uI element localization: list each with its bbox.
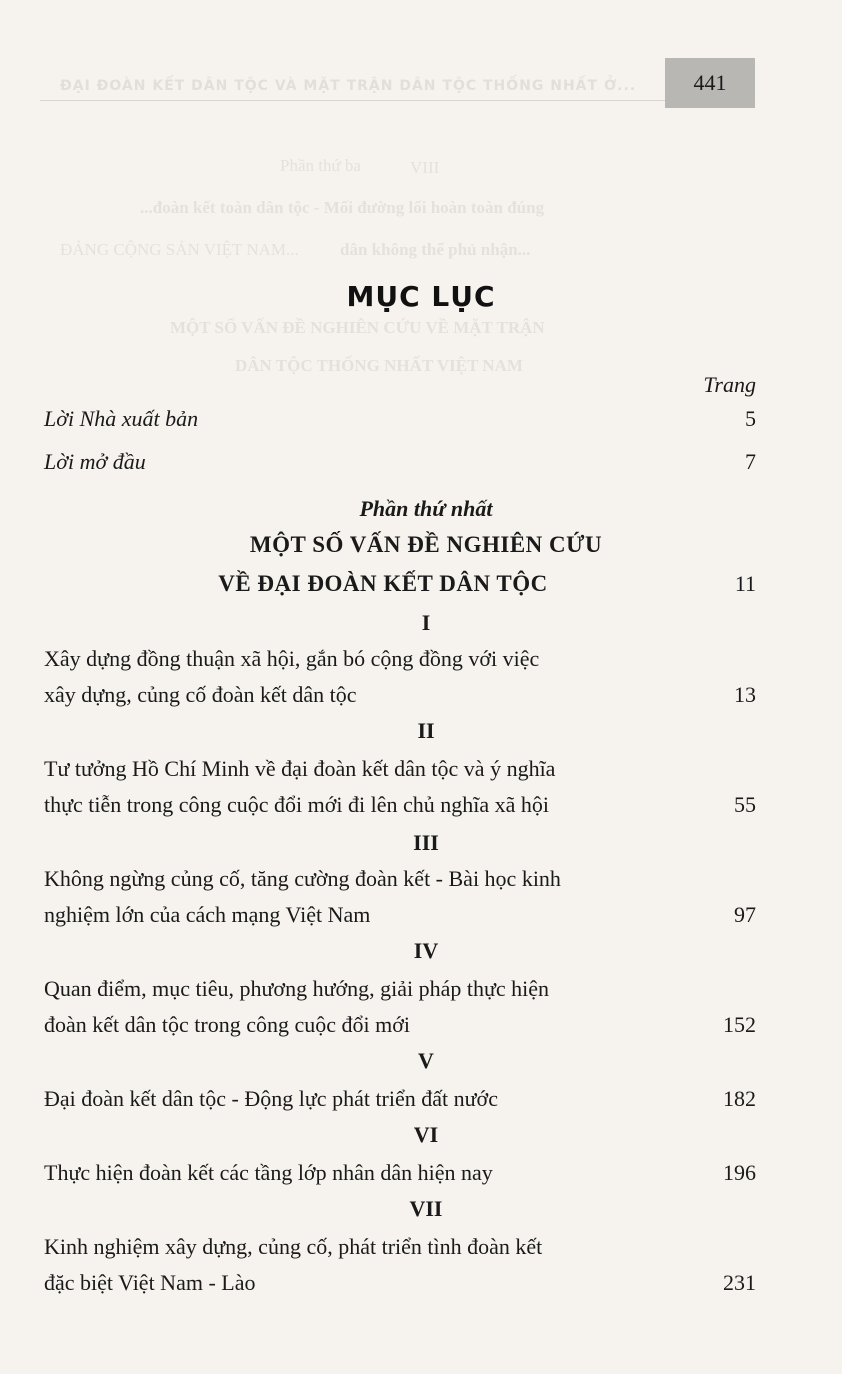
toc-entry-line1: Thực hiện đoàn kết các tầng lớp nhân dân hiện nay <box>44 1160 493 1185</box>
page-number: 441 <box>665 58 755 108</box>
toc-entry-page: 152 <box>723 1012 756 1037</box>
toc-entry-line1: Quan điểm, mục tiêu, phương hướng, giải pháp thực hiện <box>44 976 550 1001</box>
toc-entry[interactable] <box>44 862 756 896</box>
toc-entry[interactable] <box>44 1230 756 1264</box>
chapter-numeral: VII <box>409 1196 443 1221</box>
toc-entry-line2: đặc biệt Việt Nam - Lào <box>44 1270 256 1295</box>
toc-entry-line1: Kinh nghiệm xây dựng, củng cố, phát triển tình đoàn kết <box>44 1234 543 1259</box>
toc-entry[interactable] <box>44 1082 756 1116</box>
page-column-label: Trang <box>703 372 756 397</box>
toc-entry-page: 5 <box>745 406 756 431</box>
toc-entry-line2: thực tiễn trong công cuộc đổi mới đi lên chủ nghĩa xã hội <box>44 792 550 817</box>
part-title-line1: MỘT SỐ VẤN ĐỀ NGHIÊN CỨU <box>249 532 603 557</box>
toc-entry[interactable] <box>44 445 756 479</box>
toc-entry-title: Lời Nhà xuất bản <box>44 406 199 431</box>
toc-entry[interactable] <box>44 752 756 786</box>
toc-entry[interactable] <box>44 642 756 676</box>
toc-entry-page: 13 <box>734 682 756 707</box>
show-through-line4: MỘT SỐ VẤN ĐỀ NGHIÊN CỨU VỀ MẶT TRẬN <box>170 318 545 337</box>
toc-entry[interactable] <box>44 898 756 932</box>
toc-entry[interactable] <box>44 1266 756 1300</box>
show-through-part-label: Phần thứ ba <box>280 156 361 175</box>
toc-entry-line2: đoàn kết dân tộc trong công cuộc đổi mới <box>44 1012 410 1037</box>
show-through-line2: dân không thể phủ nhận... <box>340 240 531 259</box>
show-through-line3: ĐẢNG CỘNG SẢN VIỆT NAM... <box>60 240 299 259</box>
chapter-numeral: IV <box>413 938 439 963</box>
toc-entry-page: 182 <box>723 1086 756 1111</box>
toc-entry-line1: Đại đoàn kết dân tộc - Động lực phát triển đất nước <box>44 1086 498 1111</box>
toc-entry-title: Lời mở đầu <box>44 449 146 474</box>
page-title: MỤC LỤC <box>346 280 496 313</box>
toc-entry-page: 55 <box>734 792 756 817</box>
show-through-numeral: VIII <box>410 158 440 177</box>
running-head: ĐẠI ĐOÀN KẾT DÂN TỘC VÀ MẶT TRẬN DÂN TỘC THỐNG NHẤT Ở... <box>60 78 637 94</box>
toc-entry[interactable] <box>44 1008 756 1042</box>
chapter-numeral: V <box>418 1048 434 1073</box>
show-through-line5: DÂN TỘC THỐNG NHẤT VIỆT NAM <box>235 356 523 375</box>
toc-entry-page: 7 <box>745 449 756 474</box>
toc-entry-page: 196 <box>723 1160 756 1185</box>
toc-entry-line2: nghiệm lớn của cách mạng Việt Nam <box>44 902 371 927</box>
toc-entry[interactable] <box>44 678 756 712</box>
toc-entry-page: 231 <box>723 1270 756 1295</box>
chapter-numeral: VI <box>413 1122 439 1147</box>
chapter-numeral: III <box>413 830 439 855</box>
header-rule <box>40 100 754 101</box>
toc-entry-line1: Không ngừng củng cố, tăng cường đoàn kết - Bài học kinh <box>44 866 561 891</box>
toc-entry-line2: xây dựng, củng cố đoàn kết dân tộc <box>44 682 357 707</box>
toc-entry-line1: Xây dựng đồng thuận xã hội, gắn bó cộng đồng với việc <box>44 646 540 671</box>
toc-entry[interactable] <box>44 402 756 436</box>
toc-entry[interactable] <box>44 788 756 822</box>
part-page: 11 <box>734 571 756 596</box>
part-title-line2: VỀ ĐẠI ĐOÀN KẾT DÂN TỘC <box>218 571 548 596</box>
chapter-numeral: I <box>421 610 431 635</box>
show-through-line1: ...đoàn kết toàn dân tộc - Mối đường lối hoàn toàn đúng <box>140 198 545 217</box>
toc-entry[interactable] <box>44 1156 756 1190</box>
chapter-numeral: II <box>417 718 435 743</box>
toc-entry-page: 97 <box>734 902 756 927</box>
toc-entry[interactable] <box>44 972 756 1006</box>
part-label: Phần thứ nhất <box>359 496 493 521</box>
toc-entry-line1: Tư tưởng Hồ Chí Minh về đại đoàn kết dân tộc và ý nghĩa <box>44 756 556 781</box>
